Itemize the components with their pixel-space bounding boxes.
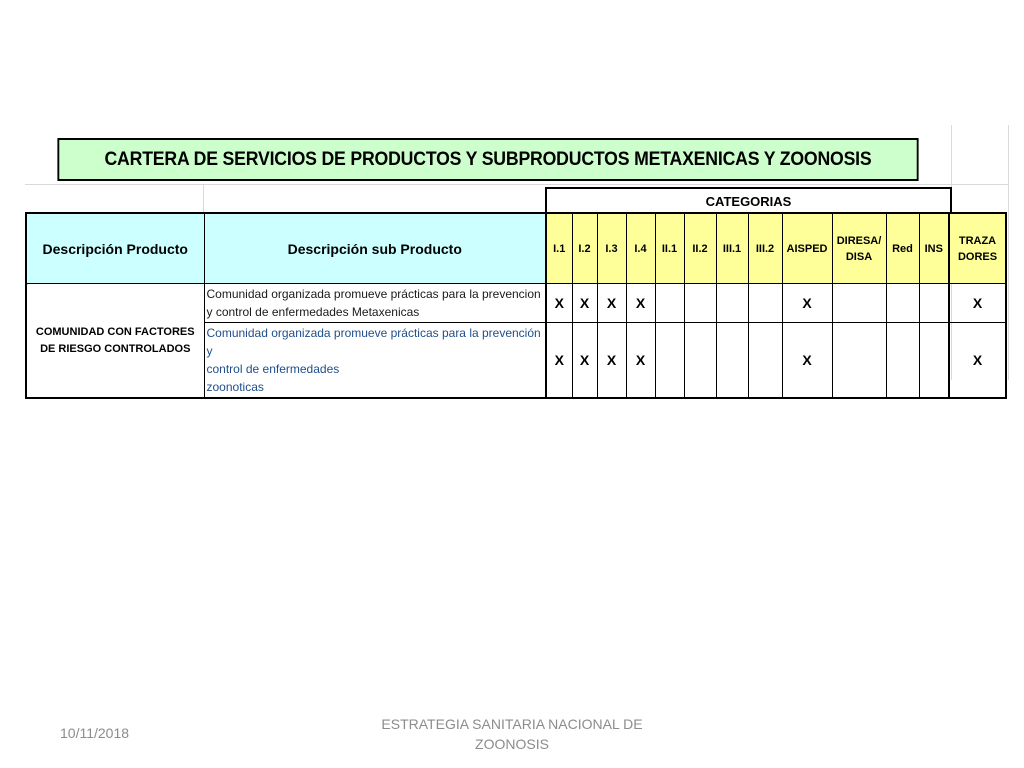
- footer-title-line: ESTRATEGIA SANITARIA NACIONAL DE: [381, 716, 643, 732]
- category-mark: X: [597, 284, 626, 323]
- category-mark: X: [572, 284, 597, 323]
- table-row: [26, 284, 1006, 323]
- col-header-category: TRAZA DORES: [949, 213, 1006, 284]
- product-cell: COMUNIDAD CON FACTORES DE RIESGO CONTROLADOS: [26, 284, 204, 399]
- subproduct-line: zoonoticas: [206, 380, 264, 394]
- services-table: [25, 212, 1007, 399]
- category-mark: [886, 323, 919, 399]
- category-mark: [684, 323, 716, 399]
- footer-title-line: ZOONOSIS: [475, 736, 549, 752]
- col-header-category: I.2: [572, 213, 597, 284]
- category-mark: [655, 284, 684, 323]
- category-mark: X: [546, 284, 572, 323]
- col-header-product: Descripción Producto: [26, 213, 204, 284]
- category-mark: X: [626, 284, 655, 323]
- category-mark: X: [546, 323, 572, 399]
- header-row: [26, 213, 1006, 284]
- category-mark: [886, 284, 919, 323]
- col-header-category: II.1: [655, 213, 684, 284]
- grid-line: [203, 184, 204, 212]
- subproduct-line: control de enfermedades: [206, 362, 340, 376]
- col-header-category: I.4: [626, 213, 655, 284]
- category-mark: [716, 284, 748, 323]
- category-mark: [716, 323, 748, 399]
- col-header-category: II.2: [684, 213, 716, 284]
- subproduct-line: Comunidad organizada promueve prácticas para la prevención y: [206, 326, 541, 358]
- subproduct-cell: Comunidad organizada promueve prácticas para la prevencion y control de enfermedades Metaxenicas: [204, 284, 546, 323]
- grid-line: [25, 184, 1009, 185]
- category-mark: [919, 323, 949, 399]
- col-header-category: III.2: [748, 213, 782, 284]
- category-mark: [684, 284, 716, 323]
- col-header-category: INS: [919, 213, 949, 284]
- grid-line: [1008, 125, 1009, 380]
- col-header-category: AISPED: [782, 213, 832, 284]
- table-title: CARTERA DE SERVICIOS DE PRODUCTOS Y SUBPRODUCTOS METAXENICAS Y ZOONOSIS: [104, 148, 872, 170]
- col-header-category: III.1: [716, 213, 748, 284]
- category-mark: X: [782, 284, 832, 323]
- col-header-category: I.3: [597, 213, 626, 284]
- category-mark: X: [949, 323, 1006, 399]
- category-mark: X: [597, 323, 626, 399]
- category-mark: X: [626, 323, 655, 399]
- category-mark: X: [572, 323, 597, 399]
- category-mark: [832, 284, 886, 323]
- category-mark: X: [949, 284, 1006, 323]
- table-title-band: [57, 138, 918, 181]
- category-mark: [832, 323, 886, 399]
- category-mark: [748, 284, 782, 323]
- category-mark: [655, 323, 684, 399]
- col-header-subproduct: Descripción sub Producto: [204, 213, 546, 284]
- category-mark: [919, 284, 949, 323]
- col-header-category: DIRESA/ DISA: [832, 213, 886, 284]
- col-header-category: Red: [886, 213, 919, 284]
- category-mark: X: [782, 323, 832, 399]
- footer-title: [362, 714, 662, 754]
- subproduct-cell: [204, 323, 546, 399]
- category-mark: [748, 323, 782, 399]
- col-header-category: I.1: [546, 213, 572, 284]
- footer-date: 10/11/2018: [60, 725, 130, 741]
- categorias-header: CATEGORIAS: [545, 187, 952, 213]
